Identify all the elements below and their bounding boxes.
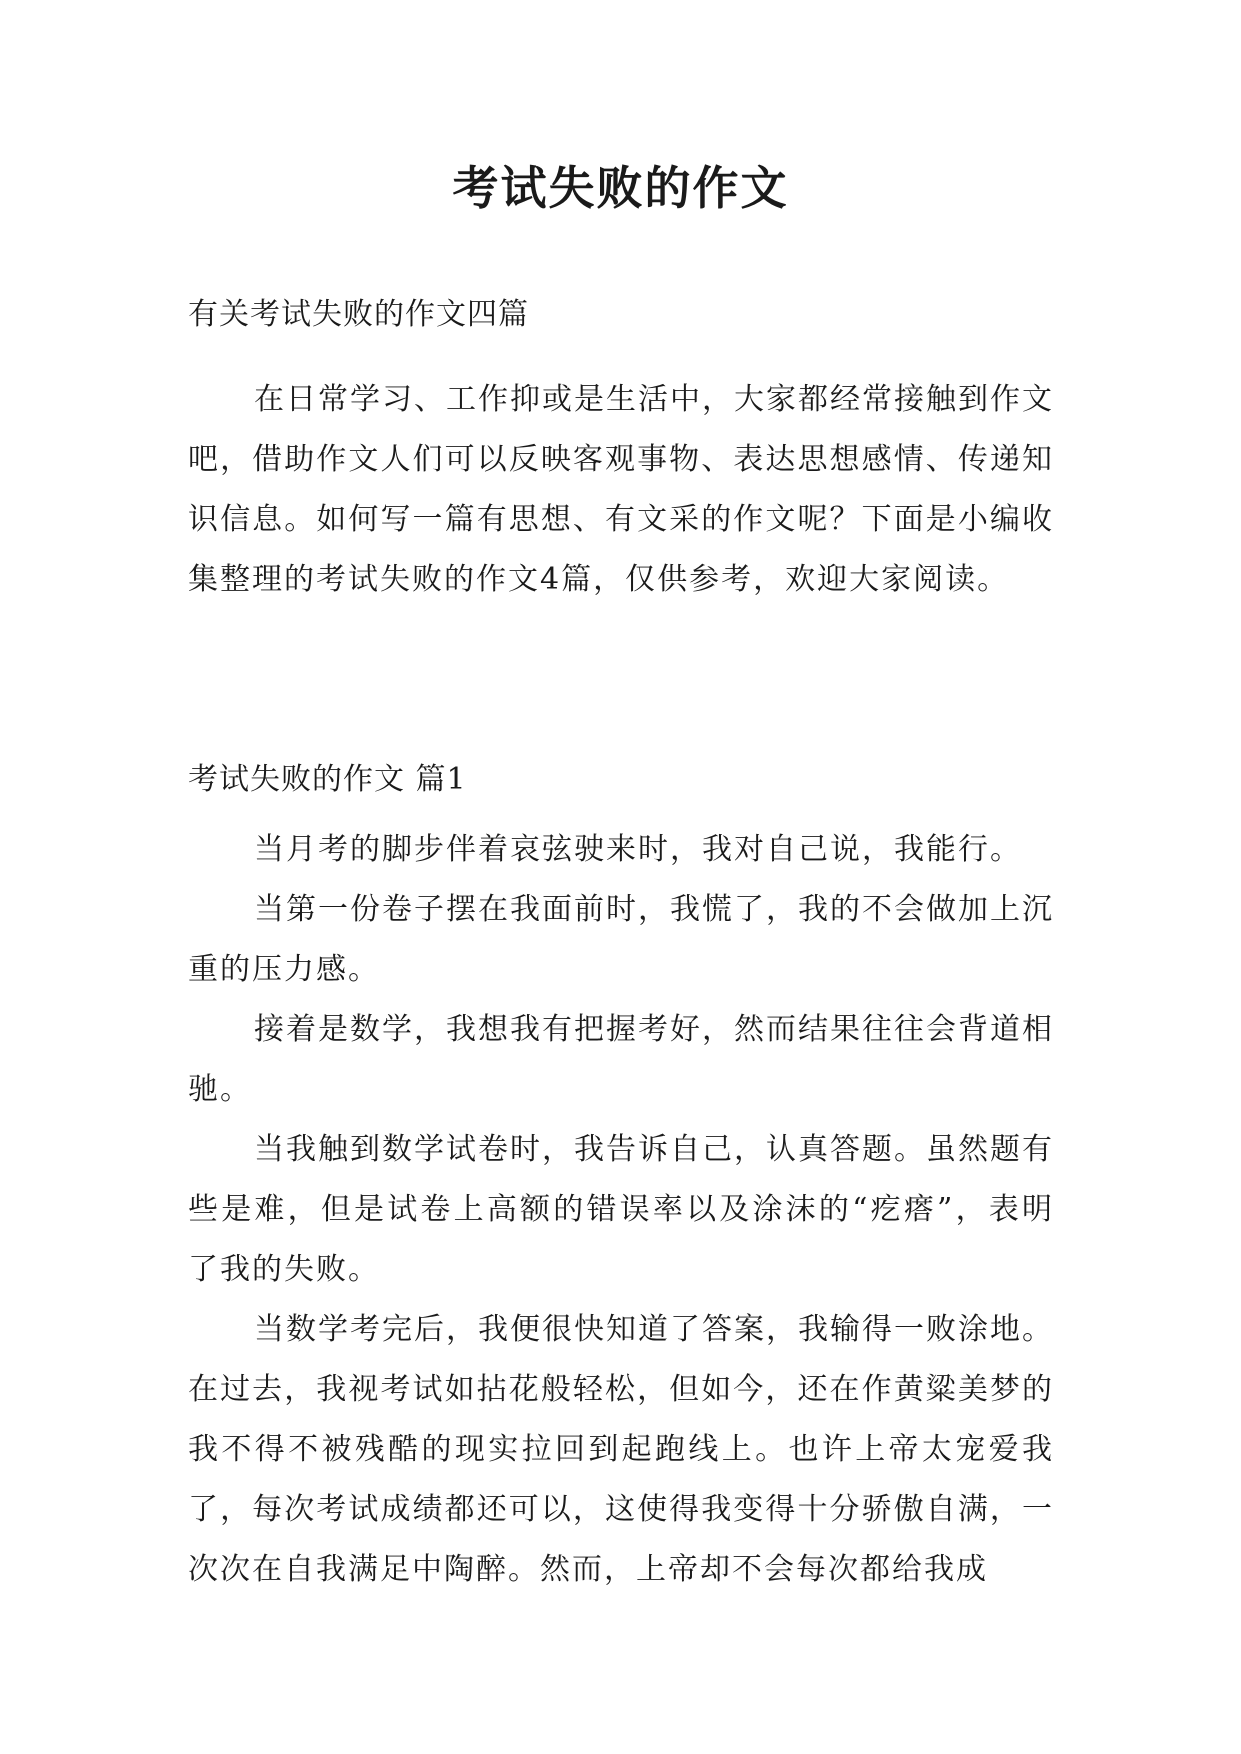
section-heading: 考试失败的作文 篇1 <box>188 762 467 797</box>
intro-paragraph: 在日常学习、工作抑或是生活中，大家都经常接触到作文吧，借助作文人们可以反映客观事物、表达思想感情、传递知识信息。如何写一篇有思想、有文采的作文呢？下面是小编收集整理的考试失败的作文4篇，仅供参考，欢迎大家阅读。 <box>188 382 1054 597</box>
document-title: 考试失败的作文 <box>452 161 789 215</box>
body-paragraph-3: 接着是数学，我想我有把握考好，然而结果往往会背道相驰。 <box>188 1012 1054 1107</box>
body-paragraph-1: 当月考的脚步伴着哀弦驶来时，我对自己说，我能行。 <box>254 832 1022 867</box>
body-paragraph-2: 当第一份卷子摆在我面前时，我慌了，我的不会做加上沉重的压力感。 <box>188 892 1054 987</box>
document-subtitle: 有关考试失败的作文四篇 <box>188 297 529 332</box>
body-paragraph-4: 当我触到数学试卷时，我告诉自己，认真答题。虽然题有些是难，但是试卷上高额的错误率以及涂沫的“疙瘩”，表明了我的失败。 <box>188 1132 1054 1287</box>
body-paragraph-5: 当数学考完后，我便很快知道了答案，我输得一败涂地。在过去，我视考试如拈花般轻松，但如今，还在作黄粱美梦的我不得不被残酷的现实拉回到起跑线上。也许上帝太宠爱我了，每次考试成绩都还可以，这使得我变得十分骄傲自满，一次次在自我满足中陶醉。然而，上帝却不会每次都给我成 <box>188 1312 1054 1587</box>
